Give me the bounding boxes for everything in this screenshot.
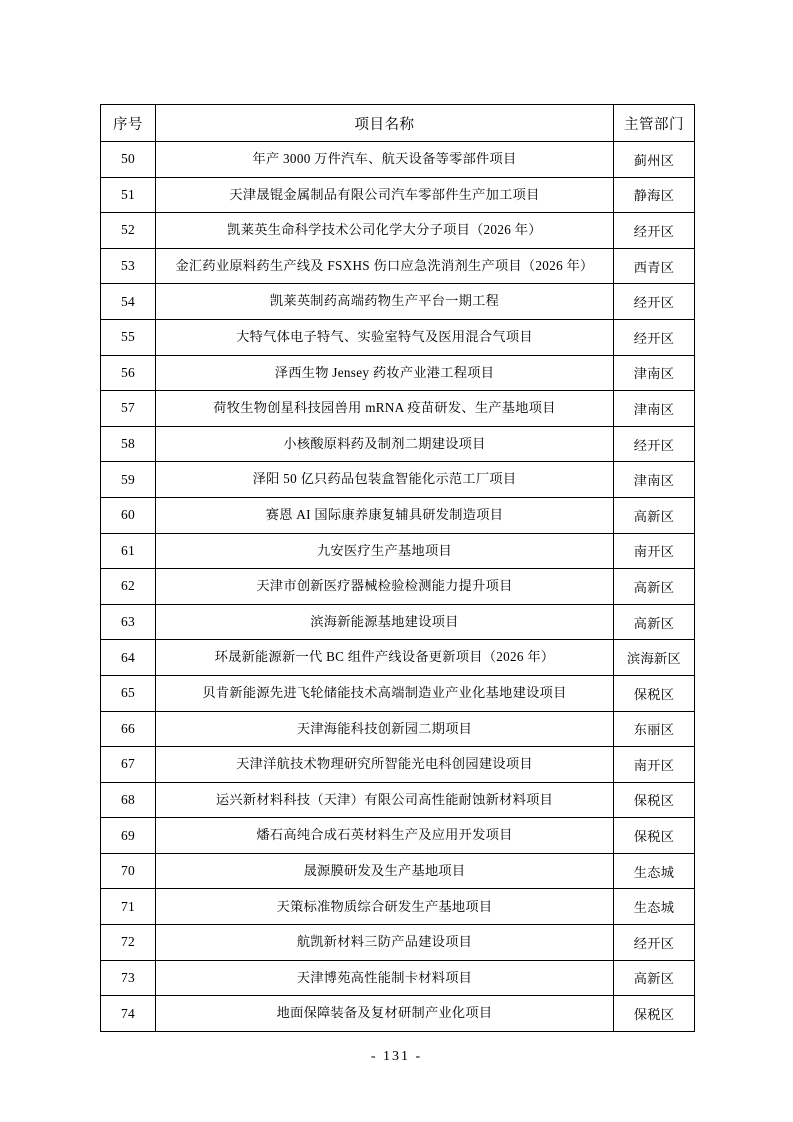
cell-department: 高新区 xyxy=(614,960,695,996)
table-row xyxy=(101,675,695,711)
cell-department: 经开区 xyxy=(614,284,695,320)
table-row xyxy=(101,747,695,783)
cell-sequence: 66 xyxy=(101,711,156,747)
table-row xyxy=(101,355,695,391)
cell-project-name: 天津海能科技创新园二期项目 xyxy=(156,711,614,747)
cell-sequence: 72 xyxy=(101,925,156,961)
table-row xyxy=(101,391,695,427)
cell-department: 高新区 xyxy=(614,569,695,605)
cell-sequence: 69 xyxy=(101,818,156,854)
table-header xyxy=(101,105,695,142)
table-row xyxy=(101,604,695,640)
cell-project-name: 凯莱英制药高端药物生产平台一期工程 xyxy=(156,284,614,320)
cell-department: 保税区 xyxy=(614,675,695,711)
cell-sequence: 59 xyxy=(101,462,156,498)
cell-sequence: 61 xyxy=(101,533,156,569)
cell-department: 保税区 xyxy=(614,782,695,818)
cell-department: 经开区 xyxy=(614,319,695,355)
cell-project-name: 运兴新材料科技（天津）有限公司高性能耐蚀新材料项目 xyxy=(156,782,614,818)
cell-sequence: 60 xyxy=(101,497,156,533)
table-row xyxy=(101,177,695,213)
cell-sequence: 64 xyxy=(101,640,156,676)
cell-sequence: 51 xyxy=(101,177,156,213)
cell-project-name: 环晟新能源新一代 BC 组件产线设备更新项目（2026 年） xyxy=(156,640,614,676)
cell-sequence: 53 xyxy=(101,248,156,284)
cell-sequence: 68 xyxy=(101,782,156,818)
table-row xyxy=(101,960,695,996)
cell-department: 经开区 xyxy=(614,213,695,249)
cell-project-name: 航凯新材料三防产品建设项目 xyxy=(156,925,614,961)
cell-department: 蓟州区 xyxy=(614,142,695,178)
cell-project-name: 天津洋航技术物理研究所智能光电科创园建设项目 xyxy=(156,747,614,783)
cell-project-name: 地面保障装备及复材研制产业化项目 xyxy=(156,996,614,1032)
table-row xyxy=(101,925,695,961)
cell-department: 保税区 xyxy=(614,996,695,1032)
cell-sequence: 57 xyxy=(101,391,156,427)
cell-department: 保税区 xyxy=(614,818,695,854)
cell-department: 西青区 xyxy=(614,248,695,284)
cell-sequence: 74 xyxy=(101,996,156,1032)
table-row xyxy=(101,711,695,747)
cell-department: 生态城 xyxy=(614,889,695,925)
cell-sequence: 56 xyxy=(101,355,156,391)
cell-department: 津南区 xyxy=(614,391,695,427)
cell-project-name: 荷牧生物创星科技园兽用 mRNA 疫苗研发、生产基地项目 xyxy=(156,391,614,427)
cell-project-name: 金汇药业原料药生产线及 FSXHS 伤口应急洗消剂生产项目（2026 年） xyxy=(156,248,614,284)
cell-department: 东丽区 xyxy=(614,711,695,747)
table-row xyxy=(101,213,695,249)
cell-project-name: 燔石高纯合成石英材料生产及应用开发项目 xyxy=(156,818,614,854)
cell-sequence: 58 xyxy=(101,426,156,462)
cell-department: 南开区 xyxy=(614,533,695,569)
table-row xyxy=(101,142,695,178)
column-header-project-name: 项目名称 xyxy=(156,105,614,142)
table-body xyxy=(101,142,695,1032)
cell-sequence: 55 xyxy=(101,319,156,355)
cell-project-name: 天津市创新医疗器械检验检测能力提升项目 xyxy=(156,569,614,605)
table-row xyxy=(101,889,695,925)
cell-project-name: 天津博苑高性能制卡材料项目 xyxy=(156,960,614,996)
cell-department: 津南区 xyxy=(614,355,695,391)
cell-sequence: 63 xyxy=(101,604,156,640)
cell-department: 静海区 xyxy=(614,177,695,213)
cell-sequence: 65 xyxy=(101,675,156,711)
table-row xyxy=(101,818,695,854)
cell-project-name: 大特气体电子特气、实验室特气及医用混合气项目 xyxy=(156,319,614,355)
table-header-row xyxy=(101,105,695,142)
table-row xyxy=(101,996,695,1032)
cell-project-name: 天津晟锟金属制品有限公司汽车零部件生产加工项目 xyxy=(156,177,614,213)
cell-project-name: 九安医疗生产基地项目 xyxy=(156,533,614,569)
cell-department: 高新区 xyxy=(614,497,695,533)
cell-department: 高新区 xyxy=(614,604,695,640)
table-row xyxy=(101,533,695,569)
cell-department: 经开区 xyxy=(614,925,695,961)
cell-sequence: 62 xyxy=(101,569,156,605)
table-row xyxy=(101,248,695,284)
cell-project-name: 天策标准物质综合研发生产基地项目 xyxy=(156,889,614,925)
cell-department: 经开区 xyxy=(614,426,695,462)
cell-project-name: 年产 3000 万件汽车、航天设备等零部件项目 xyxy=(156,142,614,178)
cell-project-name: 泽西生物 Jensey 药妆产业港工程项目 xyxy=(156,355,614,391)
table-row xyxy=(101,462,695,498)
column-header-sequence: 序号 xyxy=(101,105,156,142)
table-row xyxy=(101,284,695,320)
cell-project-name: 小核酸原料药及制剂二期建设项目 xyxy=(156,426,614,462)
column-header-department: 主管部门 xyxy=(614,105,695,142)
cell-project-name: 贝肯新能源先进飞轮储能技术高端制造业产业化基地建设项目 xyxy=(156,675,614,711)
cell-sequence: 71 xyxy=(101,889,156,925)
cell-project-name: 赛恩 AI 国际康养康复辅具研发制造项目 xyxy=(156,497,614,533)
table-row xyxy=(101,426,695,462)
table-row xyxy=(101,640,695,676)
cell-sequence: 73 xyxy=(101,960,156,996)
cell-sequence: 52 xyxy=(101,213,156,249)
cell-department: 滨海新区 xyxy=(614,640,695,676)
cell-project-name: 晟源膜研发及生产基地项目 xyxy=(156,853,614,889)
cell-project-name: 泽阳 50 亿只药品包装盒智能化示范工厂项目 xyxy=(156,462,614,498)
table-row xyxy=(101,569,695,605)
cell-project-name: 滨海新能源基地建设项目 xyxy=(156,604,614,640)
page-number: - 131 - xyxy=(370,1049,423,1064)
cell-department: 津南区 xyxy=(614,462,695,498)
cell-sequence: 70 xyxy=(101,853,156,889)
cell-sequence: 54 xyxy=(101,284,156,320)
project-table-container xyxy=(100,104,694,1032)
cell-project-name: 凯莱英生命科学技术公司化学大分子项目（2026 年） xyxy=(156,213,614,249)
table-row xyxy=(101,319,695,355)
table-row xyxy=(101,782,695,818)
cell-department: 南开区 xyxy=(614,747,695,783)
table-row xyxy=(101,497,695,533)
table-row xyxy=(101,853,695,889)
project-table xyxy=(100,104,695,1032)
cell-sequence: 67 xyxy=(101,747,156,783)
cell-department: 生态城 xyxy=(614,853,695,889)
cell-sequence: 50 xyxy=(101,142,156,178)
